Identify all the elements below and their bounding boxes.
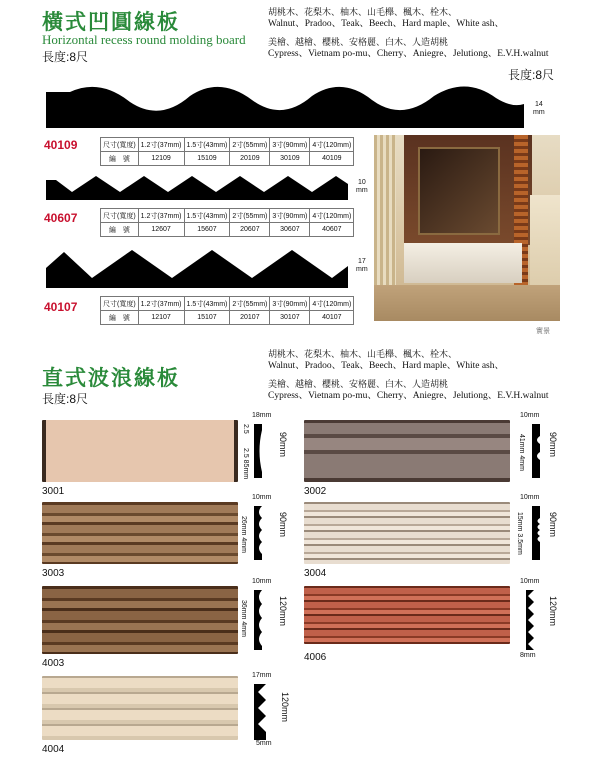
board-3001-dim-b: 2.5 85mm: [242, 448, 249, 480]
photo-caption: 實景: [536, 328, 550, 335]
table-cell: 30109: [270, 152, 310, 166]
section2-length: 長度:8尺: [42, 392, 89, 406]
board-4006-profile: [524, 588, 538, 652]
table-cell: 20107: [230, 311, 270, 325]
table-cell: 1.2寸(37mm): [138, 297, 184, 311]
table-cell: 40109: [310, 152, 354, 166]
table-cell: 2寸(55mm): [230, 297, 270, 311]
woods-en-line2: Cypress、Vietnam po-mu、Cherry、Aniegre、Jelutiong、E.V.H.walnut: [268, 49, 549, 59]
profile-40607-shape: [42, 172, 352, 204]
board-4004-top-dim: 17mm: [252, 672, 272, 679]
board-3004-side-dim: 90mm: [548, 512, 558, 538]
board-4003: [42, 586, 238, 654]
woods-cn-line1: 胡桃木、花梨木、柚木、山毛櫸、楓木、栓木、: [268, 350, 458, 360]
table-cell: 2寸(55mm): [230, 209, 270, 223]
dim-unit: mm: [356, 266, 368, 273]
code-3003: 3003: [42, 568, 65, 579]
woods-en-line1: Walnut、Pradoo、Teak、Beech、Hard maple、White ash、: [268, 361, 505, 371]
board-4004-side-dim: 120mm: [280, 692, 290, 723]
section1-title-cn: 橫式凹圓線板: [42, 9, 180, 34]
table-cell: 12109: [138, 152, 184, 166]
table-cell: 40607: [310, 223, 354, 237]
board-3003-side-dim: 90mm: [278, 512, 288, 538]
code-3001: 3001: [42, 486, 65, 497]
table-cell: 編 號: [101, 311, 139, 325]
board-3002-dim-a: 41mm 4mm: [518, 434, 525, 471]
table-cell: 15107: [184, 311, 230, 325]
board-4004-dim-a: 5mm: [256, 740, 272, 747]
board-4003-top-dim: 10mm: [252, 578, 272, 585]
table-cell: 30607: [270, 223, 310, 237]
board-3001-side-dim: 90mm: [278, 432, 288, 458]
code-4006: 4006: [304, 652, 327, 663]
size-table-40107: [100, 296, 354, 325]
table-cell: 15109: [184, 152, 230, 166]
woods-cn-line1: 胡桃木、花梨木、柚木、山毛櫸、楓木、栓木、: [268, 8, 458, 18]
floor: [374, 285, 560, 321]
code-3002: 3002: [304, 486, 327, 497]
table-cell: 3寸(90mm): [270, 209, 310, 223]
table-cell: 12607: [138, 223, 184, 237]
table-cell: 1.5寸(43mm): [184, 297, 230, 311]
board-3003: [42, 502, 238, 564]
profile-40109-shape: [42, 84, 532, 132]
woods-en-line2: Cypress、Vietnam po-mu、Cherry、Aniegre、Jelutiong、E.V.H.walnut: [268, 391, 549, 401]
table-cell: 4寸(120mm): [310, 297, 354, 311]
board-3003-top-dim: 10mm: [252, 494, 272, 501]
board-4006: [304, 586, 510, 644]
table-cell: 4寸(120mm): [310, 138, 354, 152]
table-cell: 4寸(120mm): [310, 209, 354, 223]
code-40109: 40109: [44, 138, 78, 152]
mirror: [418, 147, 500, 235]
woods-cn-line2: 美檜、越檜、櫻桃、安格麗、白木、人造胡桃: [268, 380, 449, 390]
table-cell: 20109: [230, 152, 270, 166]
board-3003-profile: [252, 504, 266, 562]
table-cell: 3寸(90mm): [270, 297, 310, 311]
table-cell: 尺寸(寬度): [101, 138, 139, 152]
dim-value: 17: [357, 258, 366, 265]
board-4004: [42, 676, 238, 740]
profile-40607-dim: [356, 179, 368, 195]
board-3004-dim-a: 15mm 3.5mm: [516, 512, 523, 555]
table-cell: 1.5寸(43mm): [184, 138, 230, 152]
board-3004-profile: [530, 504, 544, 562]
table-cell: 2寸(55mm): [230, 138, 270, 152]
code-3004: 3004: [304, 568, 327, 579]
section1-title-en: Horizontal recess round molding board: [42, 32, 246, 47]
table-cell: 編 號: [101, 152, 139, 166]
section2-title-cn: 直式波浪線板: [42, 365, 180, 390]
board-3002-top-dim: 10mm: [520, 412, 540, 419]
board-3004-top-dim: 10mm: [520, 494, 540, 501]
table-cell: 40107: [310, 311, 354, 325]
code-4004: 4004: [42, 744, 65, 755]
dim-unit: mm: [533, 109, 545, 116]
code-4003: 4003: [42, 658, 65, 669]
table-cell: 12107: [138, 311, 184, 325]
board-3001-dim-a: 2.5: [242, 424, 249, 434]
code-40107: 40107: [44, 300, 78, 314]
board-3002-profile: [530, 422, 544, 480]
table-cell: 1.5寸(43mm): [184, 209, 230, 223]
dim-value: 14: [534, 101, 543, 108]
board-4004-profile: [252, 682, 270, 742]
board-3002: [304, 420, 510, 482]
board-4006-dim-a: 8mm: [520, 652, 536, 659]
board-3001-top-dim: 18mm: [252, 412, 272, 419]
board-3001: [42, 420, 238, 482]
section1-length-right: 長度:8尺: [508, 68, 555, 82]
table-cell: 3寸(90mm): [270, 138, 310, 152]
profile-40107-shape: [42, 248, 352, 292]
table-cell: 20607: [230, 223, 270, 237]
woods-cn-line2: 美檜、越檜、櫻桃、安格麗、白木、人造胡桃: [268, 38, 449, 48]
board-3003-dim-a: 26mm 4mm: [240, 516, 247, 553]
board-3001-profile: [252, 422, 266, 480]
profile-40109-dim: [533, 101, 545, 117]
table-cell: 1.2寸(37mm): [138, 138, 184, 152]
table-cell: 編 號: [101, 223, 139, 237]
dim-unit: mm: [356, 187, 368, 194]
board-3002-side-dim: 90mm: [548, 432, 558, 458]
table-cell: 尺寸(寬度): [101, 209, 139, 223]
bed: [404, 243, 522, 283]
room-photo: [374, 135, 560, 321]
board-4006-top-dim: 10mm: [520, 578, 540, 585]
profile-40107-dim: [356, 258, 368, 274]
table-cell: 尺寸(寬度): [101, 297, 139, 311]
section2-woods: [268, 350, 588, 402]
size-table-40607: [100, 208, 354, 237]
board-4003-profile: [252, 588, 266, 652]
board-4003-dim-a: 36mm 4mm: [240, 600, 247, 637]
board-3004: [304, 502, 510, 564]
board-4006-side-dim: 120mm: [548, 596, 558, 627]
section1-length: 長度:8尺: [42, 50, 89, 64]
table-cell: 15607: [184, 223, 230, 237]
table-cell: 30107: [270, 311, 310, 325]
table-cell: 1.2寸(37mm): [138, 209, 184, 223]
section1-woods: [268, 8, 588, 60]
code-40607: 40607: [44, 211, 78, 225]
board-4003-side-dim: 120mm: [278, 596, 288, 627]
woods-en-line1: Walnut、Pradoo、Teak、Beech、Hard maple、White ash、: [268, 19, 505, 29]
dim-value: 10: [357, 179, 366, 186]
size-table-40109: [100, 137, 354, 166]
